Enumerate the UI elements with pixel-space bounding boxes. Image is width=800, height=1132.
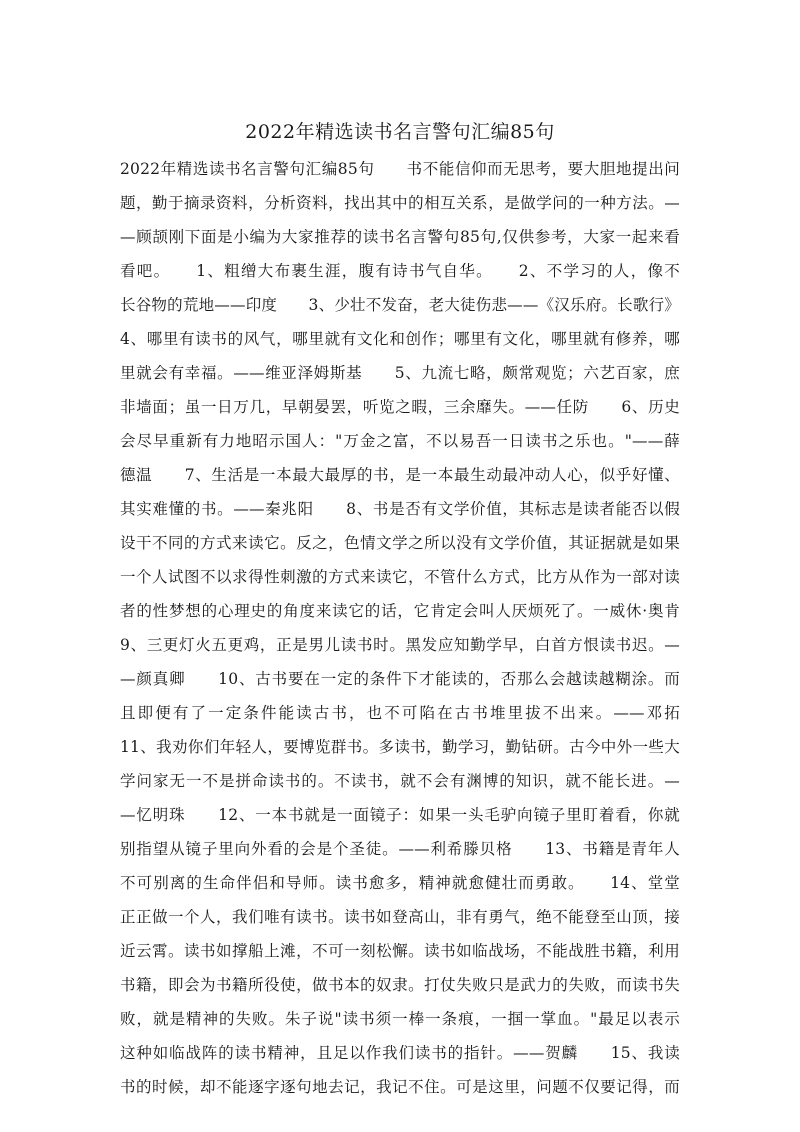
text-line: 里就会有幸福。——维亚泽姆斯基 5、九流七略，颇常观览；六艺百家，庶 [120, 364, 680, 382]
text-line: 书的时候，却不能逐字逐句地去记，我记不住。可是这里，问题不仅要记得，而 [120, 1078, 680, 1096]
text-line: 学问家无一不是拼命读书的。不读书，就不会有渊博的知识，就不能长进。— [120, 772, 680, 790]
text-line: 一个人试图不以求得性刺激的方式来读它，不管什么方式，比方从作为一部对读 [120, 568, 680, 586]
text-line: 者的性梦想的心理史的角度来读它的话，它肯定会叫人厌烦死了。一威休·奥肯 [120, 602, 680, 620]
text-line: 德温 7、生活是一本最大最厚的书，是一本最生动最冲动人心，似乎好懂、 [120, 466, 680, 484]
text-line: 题，勤于摘录资料，分析资料，找出其中的相互关系，是做学问的一种方法。— [120, 194, 680, 212]
text-line: 设干不同的方式来读它。反之，色情文学之所以没有文学价值，其证据就是如果 [120, 534, 680, 552]
text-line: 长谷物的荒地——印度 3、少壮不发奋，老大徒伤悲——《汉乐府。长歌行》 [120, 296, 680, 314]
text-line: 正正做一个人，我们唯有读书。读书如登高山，非有勇气，绝不能登至山顶，接 [120, 908, 680, 926]
text-line: 9、三更灯火五更鸡，正是男儿读书时。黑发应知勤学早，白首方恨读书迟。— [120, 636, 680, 654]
text-line: 这种如临战阵的读书精神，且足以作我们读书的指针。——贺麟 15、我读 [120, 1044, 680, 1062]
page-title: 2022年精选读书名言警句汇编85句 [245, 121, 555, 143]
text-line: 4、哪里有读书的风气，哪里就有文化和创作；哪里有文化，哪里就有修养，哪 [120, 330, 680, 348]
text-line: 2022年精选读书名言警句汇编85句 书不能信仰而无思考，要大胆地提出问 [120, 160, 680, 178]
text-line: 且即便有了一定条件能读古书，也不可陷在古书堆里拔不出来。——邓拓 [120, 704, 680, 722]
text-line: 别指望从镜子里向外看的会是个圣徒。——利希滕贝格 13、书籍是青年人 [120, 840, 680, 858]
text-line: —忆明珠 12、一本书就是一面镜子：如果一头毛驴向镜子里盯着看，你就 [120, 806, 680, 824]
text-line: —顾颉刚下面是小编为大家推荐的读书名言警句85句,仅供参考，大家一起来看 [120, 228, 680, 246]
body-text [120, 152, 680, 1104]
text-line: 其实难懂的书。——秦兆阳 8、书是否有文学价值，其标志是读者能否以假 [120, 500, 680, 518]
text-line: 不可别离的生命伴侣和导师。读书愈多，精神就愈健壮而勇敢。 14、堂堂 [120, 874, 680, 892]
text-line: 败，就是精神的失败。朱子说"读书须一棒一条痕，一掴一掌血。"最足以表示 [120, 1010, 680, 1028]
text-line: 会尽早重新有力地昭示国人："万金之富，不以易吾一日读书之乐也。"——薛 [120, 432, 680, 450]
text-line: 近云霄。读书如撑船上滩，不可一刻松懈。读书如临战场，不能战胜书籍，利用 [120, 942, 680, 960]
text-line: 11、我劝你们年轻人，要博览群书。多读书，勤学习，勤钻研。古今中外一些大 [120, 738, 680, 756]
text-line: —颜真卿 10、古书要在一定的条件下才能读的，否那么会越读越糊涂。而 [120, 670, 680, 688]
text-line: 书籍，即会为书籍所役使，做书本的奴隶。打仗失败只是武力的失败，而读书失 [120, 976, 680, 994]
text-line: 非墙面；虽一日万几，早朝晏罢，听览之暇，三余靡失。——任防 6、历史 [120, 398, 680, 416]
text-line: 看吧。 1、粗缯大布裹生涯，腹有诗书气自华。 2、不学习的人，像不 [120, 262, 680, 280]
